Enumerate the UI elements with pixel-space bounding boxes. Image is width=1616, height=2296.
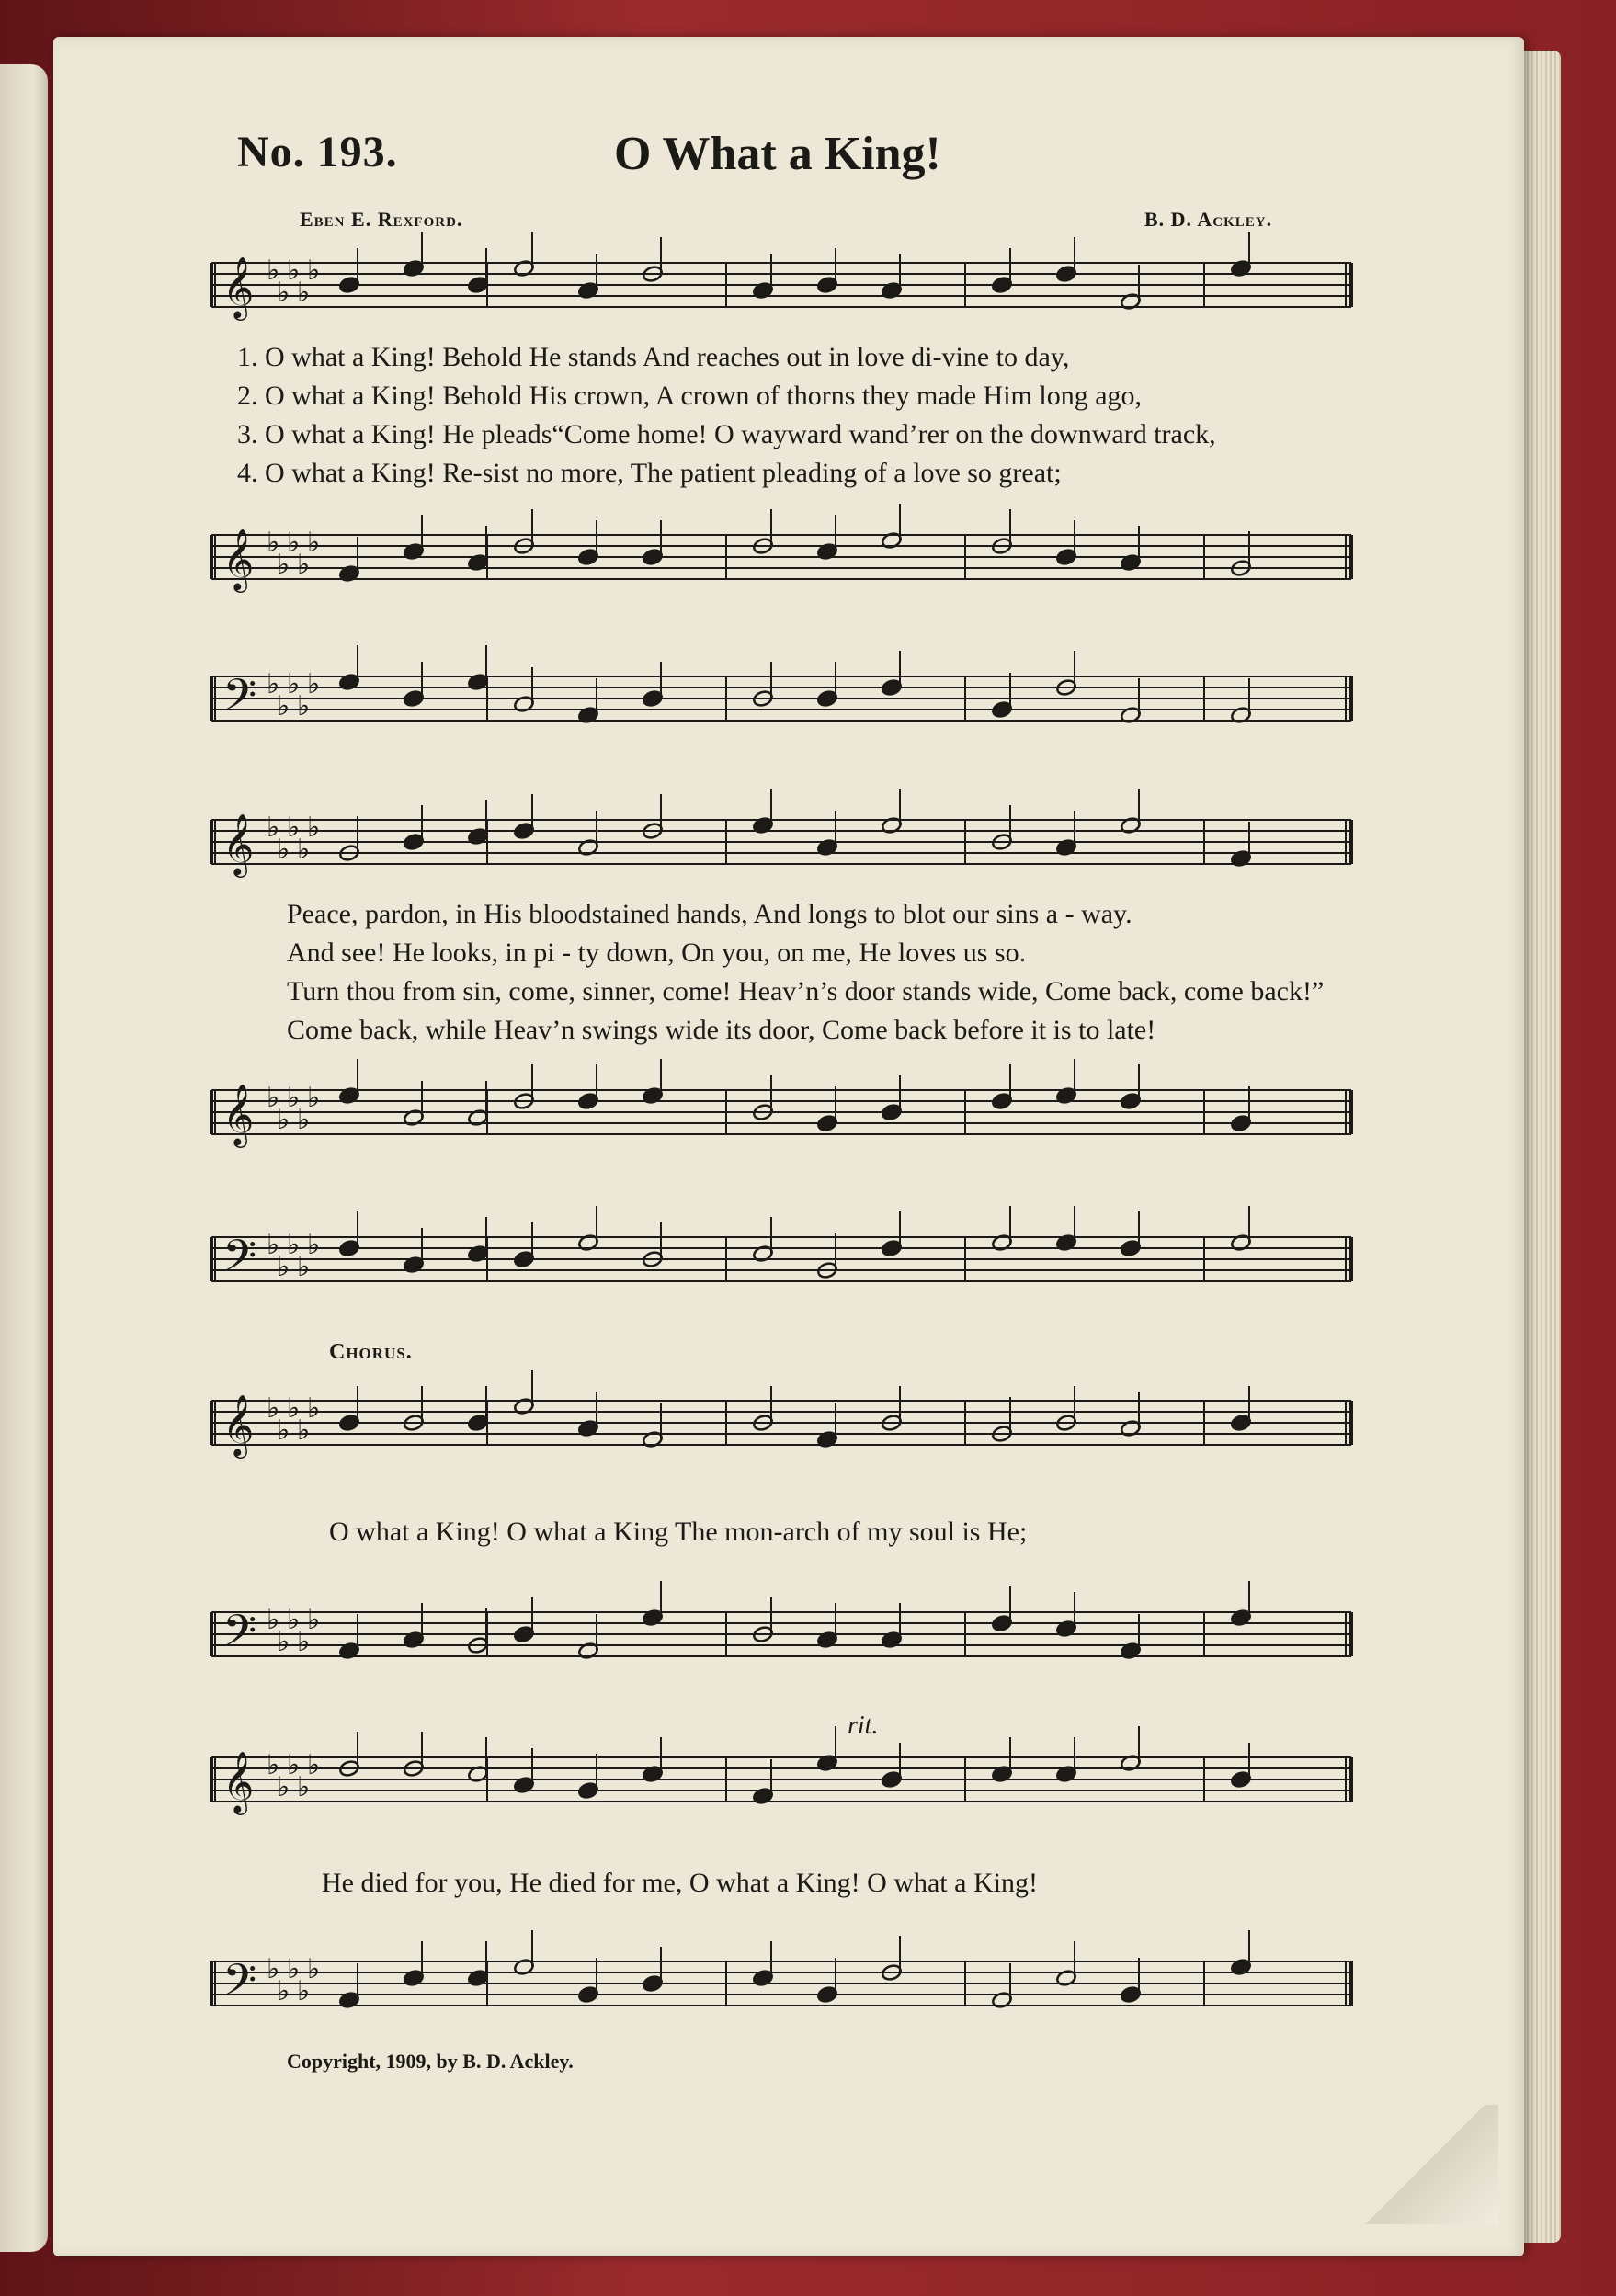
page-corner-fold <box>1351 2105 1498 2224</box>
flat-icon: ♭ <box>287 527 301 559</box>
lyricist-credit: Eben E. Rexford. <box>300 208 463 231</box>
staff-lines <box>211 1757 1351 1802</box>
clef-icon: 𝄞 <box>222 256 255 318</box>
flat-icon: ♭ <box>287 1749 301 1781</box>
flat-icon: ♭ <box>267 527 280 559</box>
flat-icon: ♭ <box>297 1626 311 1658</box>
verse-4-line-b: Come back, while Heav’n swings wide its door, Come back before it is to late! <box>287 1015 1156 1045</box>
flat-icon: ♭ <box>307 1082 321 1114</box>
clef-icon: 𝄞 <box>222 1393 255 1456</box>
flat-icon: ♭ <box>267 1604 280 1636</box>
flat-icon: ♭ <box>287 1229 301 1261</box>
flat-icon: ♭ <box>297 1771 311 1803</box>
staff-chorus-bass-2 <box>211 1949 1351 2026</box>
staff-lines <box>211 535 1351 579</box>
flat-icon: ♭ <box>277 277 290 309</box>
staff-bass-1 <box>211 664 1351 741</box>
verse-4-line-a: 4. O what a King! Re-sist no more, The patient pleading of a love so great; <box>237 458 1062 488</box>
flat-icon: ♭ <box>297 549 311 581</box>
clef-icon: 𝄢 <box>222 1605 257 1667</box>
verse-2-line-a: 2. O what a King! Behold His crown, A crown of thorns they made Him long ago, <box>237 381 1143 411</box>
flat-icon: ♭ <box>297 834 311 866</box>
staff-lines <box>211 1090 1351 1134</box>
staff-lines <box>211 1612 1351 1656</box>
flat-icon: ♭ <box>267 668 280 700</box>
flat-icon: ♭ <box>287 1082 301 1114</box>
flat-icon: ♭ <box>277 690 290 722</box>
verse-2-line-b: And see! He looks, in pi - ty down, On you, on me, He loves us so. <box>287 938 1027 968</box>
flat-icon: ♭ <box>277 1251 290 1283</box>
flat-icon: ♭ <box>307 255 321 287</box>
flat-icon: ♭ <box>267 1229 280 1261</box>
flat-icon: ♭ <box>307 812 321 844</box>
verse-3-line-a: 3. O what a King! He pleads“Come home! O wayward wand’rer on the downward track, <box>237 419 1216 449</box>
verse-3-line-b: Turn thou from sin, come, sinner, come! Heav’n’s door stands wide, Come back, come back!” <box>287 976 1325 1006</box>
flat-icon: ♭ <box>297 1104 311 1136</box>
flat-icon: ♭ <box>277 1626 290 1658</box>
flat-icon: ♭ <box>267 1082 280 1114</box>
clef-icon: 𝄞 <box>222 1750 255 1813</box>
ritardando-mark: rit. <box>848 1711 879 1740</box>
flat-icon: ♭ <box>307 1604 321 1636</box>
flat-icon: ♭ <box>277 549 290 581</box>
left-page-edge <box>0 64 48 2252</box>
clef-icon: 𝄞 <box>222 528 255 590</box>
flat-icon: ♭ <box>297 277 311 309</box>
flat-icon: ♭ <box>277 1771 290 1803</box>
staff-lines <box>211 820 1351 864</box>
hymn-title: O What a King! <box>614 128 941 180</box>
chorus-lyric-2: He died for you, He died for me, O what a King! O what a King! <box>322 1868 1038 1898</box>
flat-icon: ♭ <box>307 527 321 559</box>
verse-1-line-b: Peace, pardon, in His bloodstained hands, And longs to blot our sins a - way. <box>287 899 1132 929</box>
verse-1-line-a: 1. O what a King! Behold He stands And reaches out in love di-vine to day, <box>237 342 1070 372</box>
staff-chorus-treble-1 <box>211 1388 1351 1465</box>
flat-icon: ♭ <box>287 1392 301 1425</box>
hymn-number: No. 193. <box>237 128 398 176</box>
clef-icon: 𝄢 <box>222 669 257 732</box>
clef-icon: 𝄞 <box>222 813 255 875</box>
staff-chorus-bass-1 <box>211 1599 1351 1677</box>
flat-icon: ♭ <box>277 1415 290 1447</box>
title-row <box>182 127 1340 191</box>
flat-icon: ♭ <box>267 1749 280 1781</box>
staff-lines <box>211 263 1351 307</box>
staff-melody-1 <box>211 250 1351 327</box>
flat-icon: ♭ <box>277 1104 290 1136</box>
flat-icon: ♭ <box>277 1975 290 2007</box>
flat-icon: ♭ <box>267 255 280 287</box>
chorus-lyric-1: O what a King! O what a King The mon-arch of my soul is He; <box>329 1517 1028 1547</box>
flat-icon: ♭ <box>297 1975 311 2007</box>
staff-treble-2 <box>211 1077 1351 1154</box>
flat-icon: ♭ <box>287 812 301 844</box>
flat-icon: ♭ <box>297 1415 311 1447</box>
page-stack-edge <box>1524 51 1561 2243</box>
staff-lines <box>211 676 1351 721</box>
staff-bass-2 <box>211 1224 1351 1301</box>
flat-icon: ♭ <box>287 668 301 700</box>
clef-icon: 𝄢 <box>222 1230 257 1292</box>
staff-lines <box>211 1401 1351 1445</box>
flat-icon: ♭ <box>307 1953 321 1985</box>
flat-icon: ♭ <box>287 1604 301 1636</box>
flat-icon: ♭ <box>307 1392 321 1425</box>
staff-melody-2 <box>211 807 1351 884</box>
flat-icon: ♭ <box>307 668 321 700</box>
staff-lines <box>211 1237 1351 1281</box>
flat-icon: ♭ <box>297 1251 311 1283</box>
flat-icon: ♭ <box>267 812 280 844</box>
flat-icon: ♭ <box>287 255 301 287</box>
chorus-label: Chorus. <box>329 1340 413 1364</box>
copyright-notice: Copyright, 1909, by B. D. Ackley. <box>287 2050 574 2073</box>
flat-icon: ♭ <box>267 1953 280 1985</box>
flat-icon: ♭ <box>267 1392 280 1425</box>
flat-icon: ♭ <box>287 1953 301 1985</box>
flat-icon: ♭ <box>307 1749 321 1781</box>
flat-icon: ♭ <box>277 834 290 866</box>
staff-treble-1 <box>211 522 1351 599</box>
flat-icon: ♭ <box>307 1229 321 1261</box>
clef-icon: 𝄢 <box>222 1954 257 2017</box>
staff-lines <box>211 1961 1351 2006</box>
composer-credit: B. D. Ackley. <box>1144 208 1273 231</box>
clef-icon: 𝄞 <box>222 1083 255 1145</box>
staff-chorus-treble-2 <box>211 1745 1351 1822</box>
flat-icon: ♭ <box>297 690 311 722</box>
